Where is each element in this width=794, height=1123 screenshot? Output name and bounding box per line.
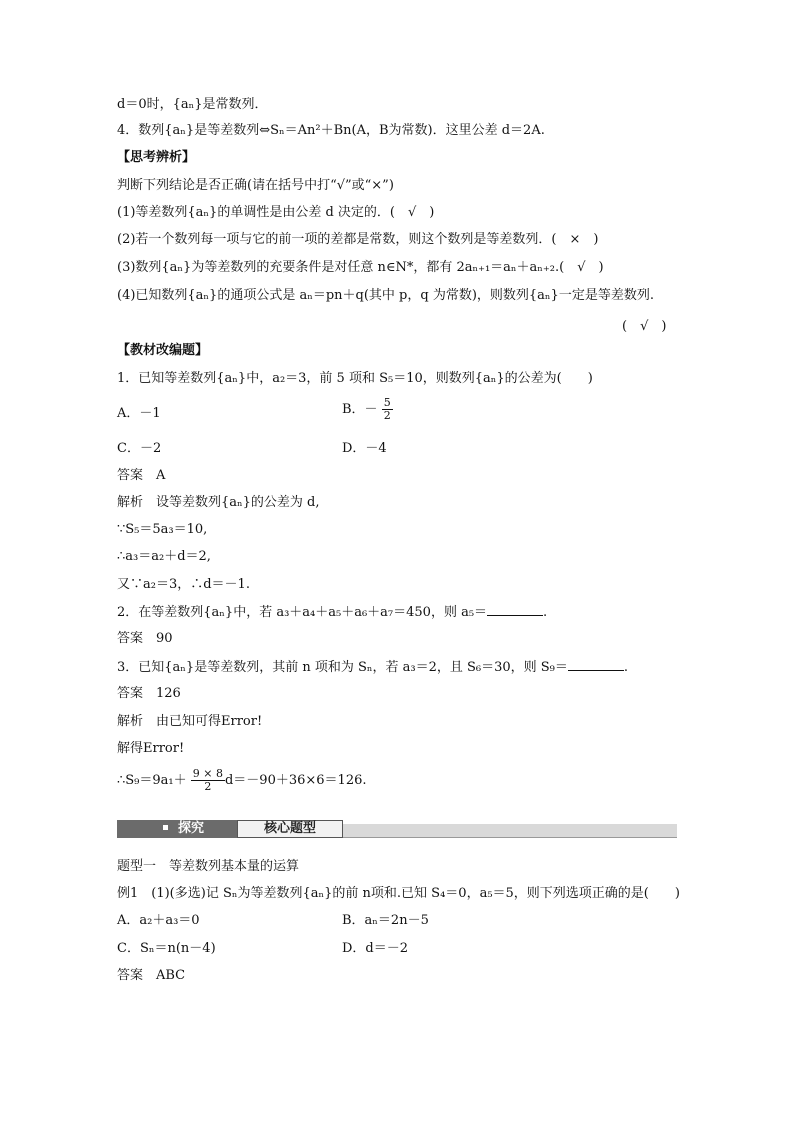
banner-tag-label: 探究 (178, 821, 205, 836)
text-line: d＝0时，{aₙ}是常数列． (117, 97, 268, 112)
fraction-numerator: 9 × 8 (192, 767, 223, 780)
option-c: C．－2 (117, 441, 162, 456)
fraction (382, 397, 393, 422)
square-icon (163, 825, 168, 830)
question-2-end: . (543, 605, 548, 620)
solution-step: ∴a₃＝a₂＋d＝2, (117, 549, 211, 564)
answer-blank (487, 603, 543, 616)
option-b-label: B．－ (342, 402, 378, 417)
question-3-text: 3．已知{aₙ}是等差数列，其前 n 项和为 Sₙ，若 a₃＝2，且 S₆＝30，则 S₉＝ (117, 660, 568, 675)
section-heading: 【思考辨析】 (117, 150, 196, 165)
banner-tag (117, 820, 237, 838)
formula-prefix: ∴S₉＝9a₁＋ (117, 773, 187, 788)
formula-suffix: d＝－90＋36×6＝126. (224, 773, 367, 788)
judgement-answer: ( √ ) (622, 319, 667, 334)
option-d: D．d＝－2 (342, 941, 409, 956)
question-2-text: 2．在等差数列{aₙ}中，若 a₃＋a₄＋a₅＋a₆＋a₇＝450，则 a₅＝ (117, 605, 488, 620)
solution-step: 又∵a₂＝3，∴d＝－1. (117, 577, 250, 592)
judgement-item: (3)数列{aₙ}为等差数列的充要条件是对任意 n∈N*，都有 2aₙ₊₁＝aₙ＋aₙ₊₂.( √ ) (117, 260, 604, 275)
option-b (342, 397, 393, 422)
formula-line (117, 768, 367, 793)
option-b: B．aₙ＝2n－5 (342, 913, 429, 928)
option-a: A．a₂＋a₃＝0 (117, 913, 200, 928)
answer: 答案 90 (117, 631, 173, 646)
fraction (191, 768, 225, 793)
question-2 (117, 603, 547, 622)
section-heading: 【教材改编题】 (117, 343, 209, 358)
option-c: C．Sₙ＝n(n－4) (117, 941, 216, 956)
solution: 解析 设等差数列{aₙ}的公差为 d, (117, 495, 320, 510)
judgement-item: (4)已知数列{aₙ}的通项公式是 aₙ＝pn＋q(其中 p，q 为常数)，则数列{aₙ}一定是等差数列. (117, 288, 654, 303)
question-1: 1．已知等差数列{aₙ}中，a₂＝3，前 5 项和 S₅＝10，则数列{aₙ}的公差为( ) (117, 371, 593, 386)
fraction-numerator: 5 (383, 396, 391, 409)
judgement-item: (1)等差数列{aₙ}的单调性是由公差 d 决定的．( √ ) (117, 205, 435, 220)
question-3-end: . (623, 660, 629, 675)
option-d: D．－4 (342, 441, 387, 456)
answer: 答案 ABC (117, 968, 186, 983)
section-banner (117, 820, 677, 838)
topic-heading: 题型一 等差数列基本量的运算 (117, 859, 300, 874)
question-3 (117, 658, 628, 677)
fraction-denominator: 2 (383, 409, 391, 422)
fraction-denominator: 2 (204, 780, 212, 793)
solution: 解析 由已知可得Error! (117, 714, 263, 729)
example-1: 例1 (1)(多选)记 Sₙ为等差数列{aₙ}的前 n项和.已知 S₄＝0，a₅＝5，则下列选项正确的是( ) (117, 886, 680, 901)
text-line: 4．数列{aₙ}是等差数列⇔Sₙ＝An²＋Bn(A，B为常数)．这里公差 d＝2A. (117, 123, 545, 138)
solution-step: ∵S₅＝5a₃＝10, (117, 522, 208, 537)
option-a: A．－1 (117, 406, 161, 421)
answer: 答案 126 (117, 686, 181, 701)
answer-blank (568, 658, 624, 671)
banner-underline (343, 837, 677, 838)
banner-title: 核心题型 (237, 820, 343, 838)
text-line: 判断下列结论是否正确(请在括号中打“√”或“×”) (117, 178, 394, 193)
answer: 答案 A (117, 468, 166, 483)
solution-step: 解得Error! (117, 741, 185, 756)
judgement-item: (2)若一个数列每一项与它的前一项的差都是常数，则这个数列是等差数列．( × ) (117, 232, 599, 247)
